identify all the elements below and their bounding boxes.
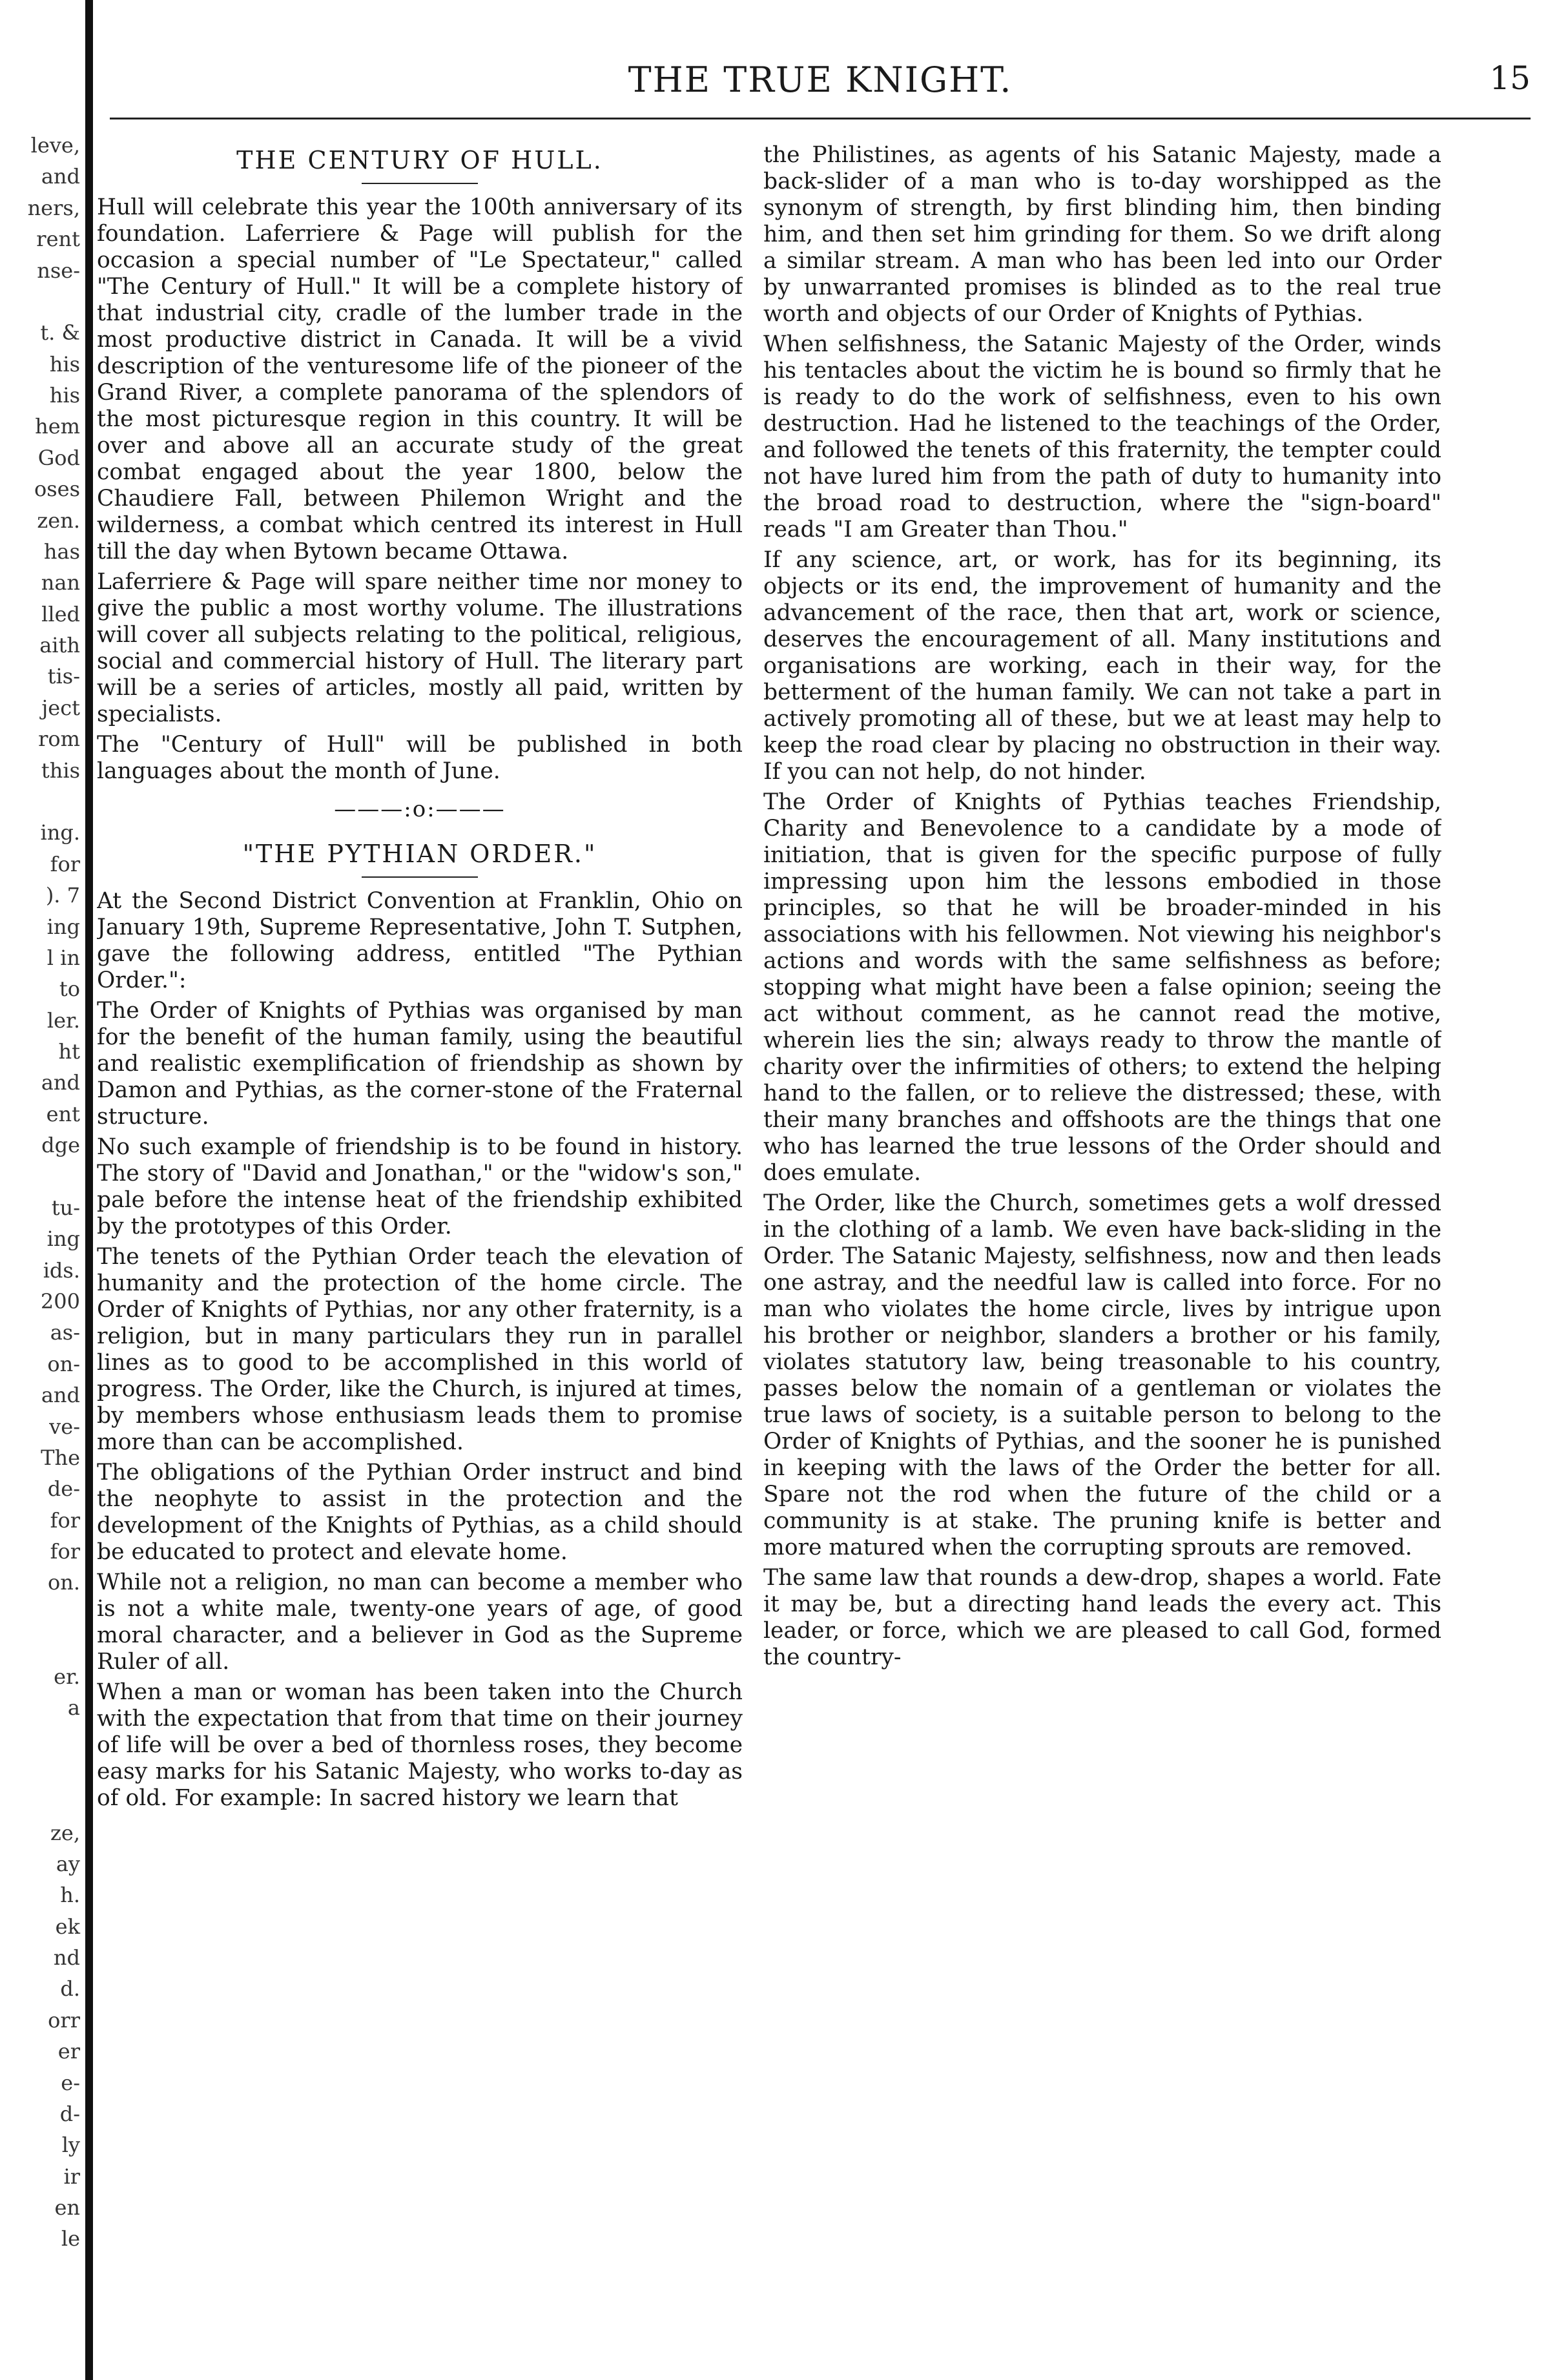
right-column (763, 142, 1441, 2351)
article-title-century-of-hull: THE CENTURY OF HULL. (236, 146, 603, 174)
margin-fragment: for (50, 1507, 80, 1533)
margin-fragment: aith (39, 633, 80, 658)
title-rule (362, 183, 478, 184)
margin-fragment: hem (35, 414, 80, 439)
margin-fragment: and (41, 1070, 80, 1095)
margin-fragment: and (41, 1383, 80, 1408)
margin-fragment: tu- (51, 1195, 80, 1220)
margin-fragment: d- (59, 2101, 80, 2126)
margin-fragment: a (67, 1695, 80, 1720)
page-number: 15 (1489, 59, 1531, 97)
margin-fragment: on. (47, 1570, 80, 1595)
margin-fragment: ). 7 (45, 883, 80, 908)
margin-fragment: on- (47, 1351, 80, 1376)
margin-fragment: de- (47, 1476, 80, 1502)
margin-fragment: ing. (40, 820, 80, 845)
paragraph: The same law that rounds a dew-drop, shapes a world. Fate it may be, but a directing hand leads the every act. This leader, or force, which we are pleased to call God, formed the country- (763, 1565, 1441, 1670)
margin-fragment: t. & (40, 320, 80, 346)
margin-fragment: ners, (27, 195, 80, 220)
paragraph: The tenets of the Pythian Order teach the elevation of humanity and the protection of the home circle. The Order of Knights of Pythias, nor any other fraternity, is a religion, but in many particulars they run in parallel lines as to good to be accomplished in this world of progress. The Order, like the Church, is injured at times, by members whose enthusiasm leads them to promise more than can be accomplished. (97, 1244, 743, 1455)
paragraph: When selfishness, the Satanic Majesty of the Order, winds his tentacles about the victim he is bound so firmly that he is ready to do the work of selfishness, even to his own destruction. Had he listened to the teachings of the Order, and followed the tenets of this fraternity, the tempter could not have lured him from the path of duty to humanity into the broad road to destruction, where the "sign-board" reads "I am Greater than Thou." (763, 331, 1441, 543)
page-binding-edge (85, 0, 93, 2380)
margin-fragment: h. (60, 1883, 80, 1908)
margin-fragment: ing (46, 1226, 80, 1252)
margin-fragment: for (50, 851, 80, 876)
paragraph: No such example of friendship is to be found in history. The story of "David and Jonathan," or the "widow's son," pale before the intense heat of the friendship exhibited by the prototypes of this Order. (97, 1134, 743, 1239)
margin-fragment: rent (36, 227, 80, 252)
paragraph: The Order, like the Church, sometimes gets a wolf dressed in the clothing of a lamb. We even have back-sliding in the Order. The Satanic Majesty, selfishness, now and then leads one astray, and the needful law is called into force. For no man who violates the home circle, lives by intrigue upon his brother or neighbor, slanders a brother or his family, violates statutory law, being treasonable to his country, passes below the nomain of a gentleman or violates the true laws of society, is a suitable person to belong to the Order of Knights of Pythias, and the sooner he is punished in keeping with the laws of the Order the better for all. Spare not the rod when the future of the child or a community is at stake. The pruning knife is better and more matured when the corrupting sprouts are removed. (763, 1190, 1441, 1560)
margin-fragment: ay (56, 1851, 80, 1876)
paragraph: The obligations of the Pythian Order instruct and bind the neophyte to assist in the protection and the development of the Knights of Pythias, as a child should be educated to protect and elevate home. (97, 1460, 743, 1565)
margin-fragment: this (41, 758, 80, 783)
margin-fragment: leve, (30, 133, 80, 158)
paragraph: The "Century of Hull" will be published in both languages about the month of June. (97, 732, 743, 784)
running-title: THE TRUE KNIGHT. (628, 59, 1013, 100)
margin-fragment: God (37, 445, 80, 470)
margin-fragment: to (59, 977, 80, 1002)
margin-fragment: zen. (37, 508, 80, 533)
margin-fragment: 200 (40, 1289, 80, 1314)
margin-fragment: er (57, 2039, 80, 2064)
page-header (97, 47, 1543, 124)
margin-fragment: ze, (50, 1820, 80, 1845)
adjacent-page-margin (0, 0, 84, 2380)
margin-fragment: ht (58, 1039, 80, 1064)
margin-fragment: nd (53, 1945, 80, 1971)
paragraph: The Order of Knights of Pythias was organised by man for the benefit of the human family, using the beautiful and realistic exemplification of friendship as shown by Damon and Pythias, as the corner-stone of the Fraternal structure. (97, 998, 743, 1130)
paragraph: At the Second District Convention at Franklin, Ohio on January 19th, Supreme Representative, John T. Sutphen, gave the following address, entitled "The Pythian Order.": (97, 888, 743, 993)
margin-fragment: en (54, 2195, 80, 2220)
margin-fragment: dge (41, 1133, 80, 1158)
margin-fragment: lled (41, 601, 80, 626)
margin-fragment: d. (60, 1976, 80, 2002)
margin-fragment: his (49, 383, 80, 408)
margin-fragment: ly (61, 2133, 80, 2158)
margin-fragment: l in (46, 945, 80, 970)
margin-fragment: ler. (46, 1008, 80, 1033)
margin-fragment: orr (48, 2007, 80, 2033)
margin-fragment: le (61, 2226, 80, 2251)
paragraph: Hull will celebrate this year the 100th anniversary of its foundation. Laferriere & Page will publish for the occasion a special number of "Le Spectateur," called "The Century of Hull." It will be a complete history of that industrial city, cradle of the lumber trade in the most productive district in Canada. It will be a vivid description of the venturesome life of the pioneer of the Grand River, a complete panorama of the splendors of the most picturesque region in this country. It will be over and above all an accurate study of the great combat engaged about the year 1800, below the Chaudiere Fall, between Philemon Wright and the wilderness, a combat which centred its interest in Hull till the day when Bytown became Ottawa. (97, 194, 743, 564)
margin-fragment: nse- (37, 258, 80, 283)
margin-fragment: nan (41, 570, 80, 595)
margin-fragment: as- (50, 1320, 80, 1345)
paragraph: Laferriere & Page will spare neither time nor money to give the public a most worthy volume. The illustrations will cover all subjects relating to the political, religious, social and commercial history of Hull. The literary part will be a series of articles, mostly all paid, written by specialists. (97, 569, 743, 727)
left-column (97, 142, 743, 2351)
paragraph: While not a religion, no man can become a member who is not a white male, twenty-one years of age, of good moral character, and a believer in God as the Supreme Ruler of all. (97, 1569, 743, 1675)
margin-fragment: and (41, 164, 80, 189)
margin-fragment: The (41, 1445, 80, 1470)
title-rule (362, 876, 478, 878)
article-title-pythian-order: "THE PYTHIAN ORDER." (242, 840, 597, 868)
margin-fragment: rom (38, 727, 80, 752)
margin-fragment: ing (46, 914, 80, 939)
margin-fragment: ids. (43, 1257, 80, 1283)
paragraph: If any science, art, or work, has for its beginning, its objects or its end, the improvement of humanity and the advancement of the race, then that art, work or science, deserves the encouragement of all. Many institutions and organisations are working, each in their way, for the betterment of the human family. We can not take a part in actively promoting all of these, but we at least may help to keep the road clear by placing no obstruction in their way. If you can not help, do not hinder. (763, 547, 1441, 785)
margin-fragment: e- (61, 2070, 80, 2095)
section-separator: ———:o:——— (334, 796, 506, 822)
margin-fragment: ent (46, 1101, 80, 1126)
margin-fragment: ject (41, 695, 80, 720)
margin-fragment: tis- (47, 664, 80, 689)
margin-fragment: ek (55, 1914, 80, 1939)
header-rule (110, 118, 1531, 119)
paragraph: the Philistines, as agents of his Satanic Majesty, made a back-slider of a man who is to-day worshipped as the synonym of strength, by first blinding him, then binding him, and then set him grinding for them. So we drift along a similar stream. A man who has been led into our Order by unwarranted promises is blinded as to the real true worth and objects of our Order of Knights of Pythias. (763, 142, 1441, 327)
margin-fragment: er. (54, 1664, 80, 1689)
margin-fragment: his (49, 351, 80, 377)
margin-fragment: oses (34, 477, 80, 502)
margin-fragment: has (43, 539, 80, 564)
paragraph: The Order of Knights of Pythias teaches Friendship, Charity and Benevolence to a candidate by a mode of initiation, that is given for the specific purpose of fully impressing upon him the lessons embodied in those principles, so that he will be broader-minded in his associations with his fellowmen. Not viewing his neighbor's actions and words with the same selfishness as before; stopping what might have been a false opinion; seeing the act without comment, as he cannot read the motive, wherein lies the sin; always ready to throw the mantle of charity over the infirmities of others; to extend the helping hand to the fallen, or to relieve the distressed; these, with their many branches and offshoots are the things that one who has learned the true lessons of the Order should and does emulate. (763, 789, 1441, 1186)
margin-fragment: ve- (49, 1414, 80, 1439)
paragraph: When a man or woman has been taken into the Church with the expectation that from that time on their journey of life will be over a bed of thornless roses, they become easy marks for his Satanic Majesty, who works to-day as of old. For example: In sacred history we learn that (97, 1679, 743, 1811)
margin-fragment: ir (63, 2164, 80, 2189)
margin-fragment: for (50, 1539, 80, 1564)
